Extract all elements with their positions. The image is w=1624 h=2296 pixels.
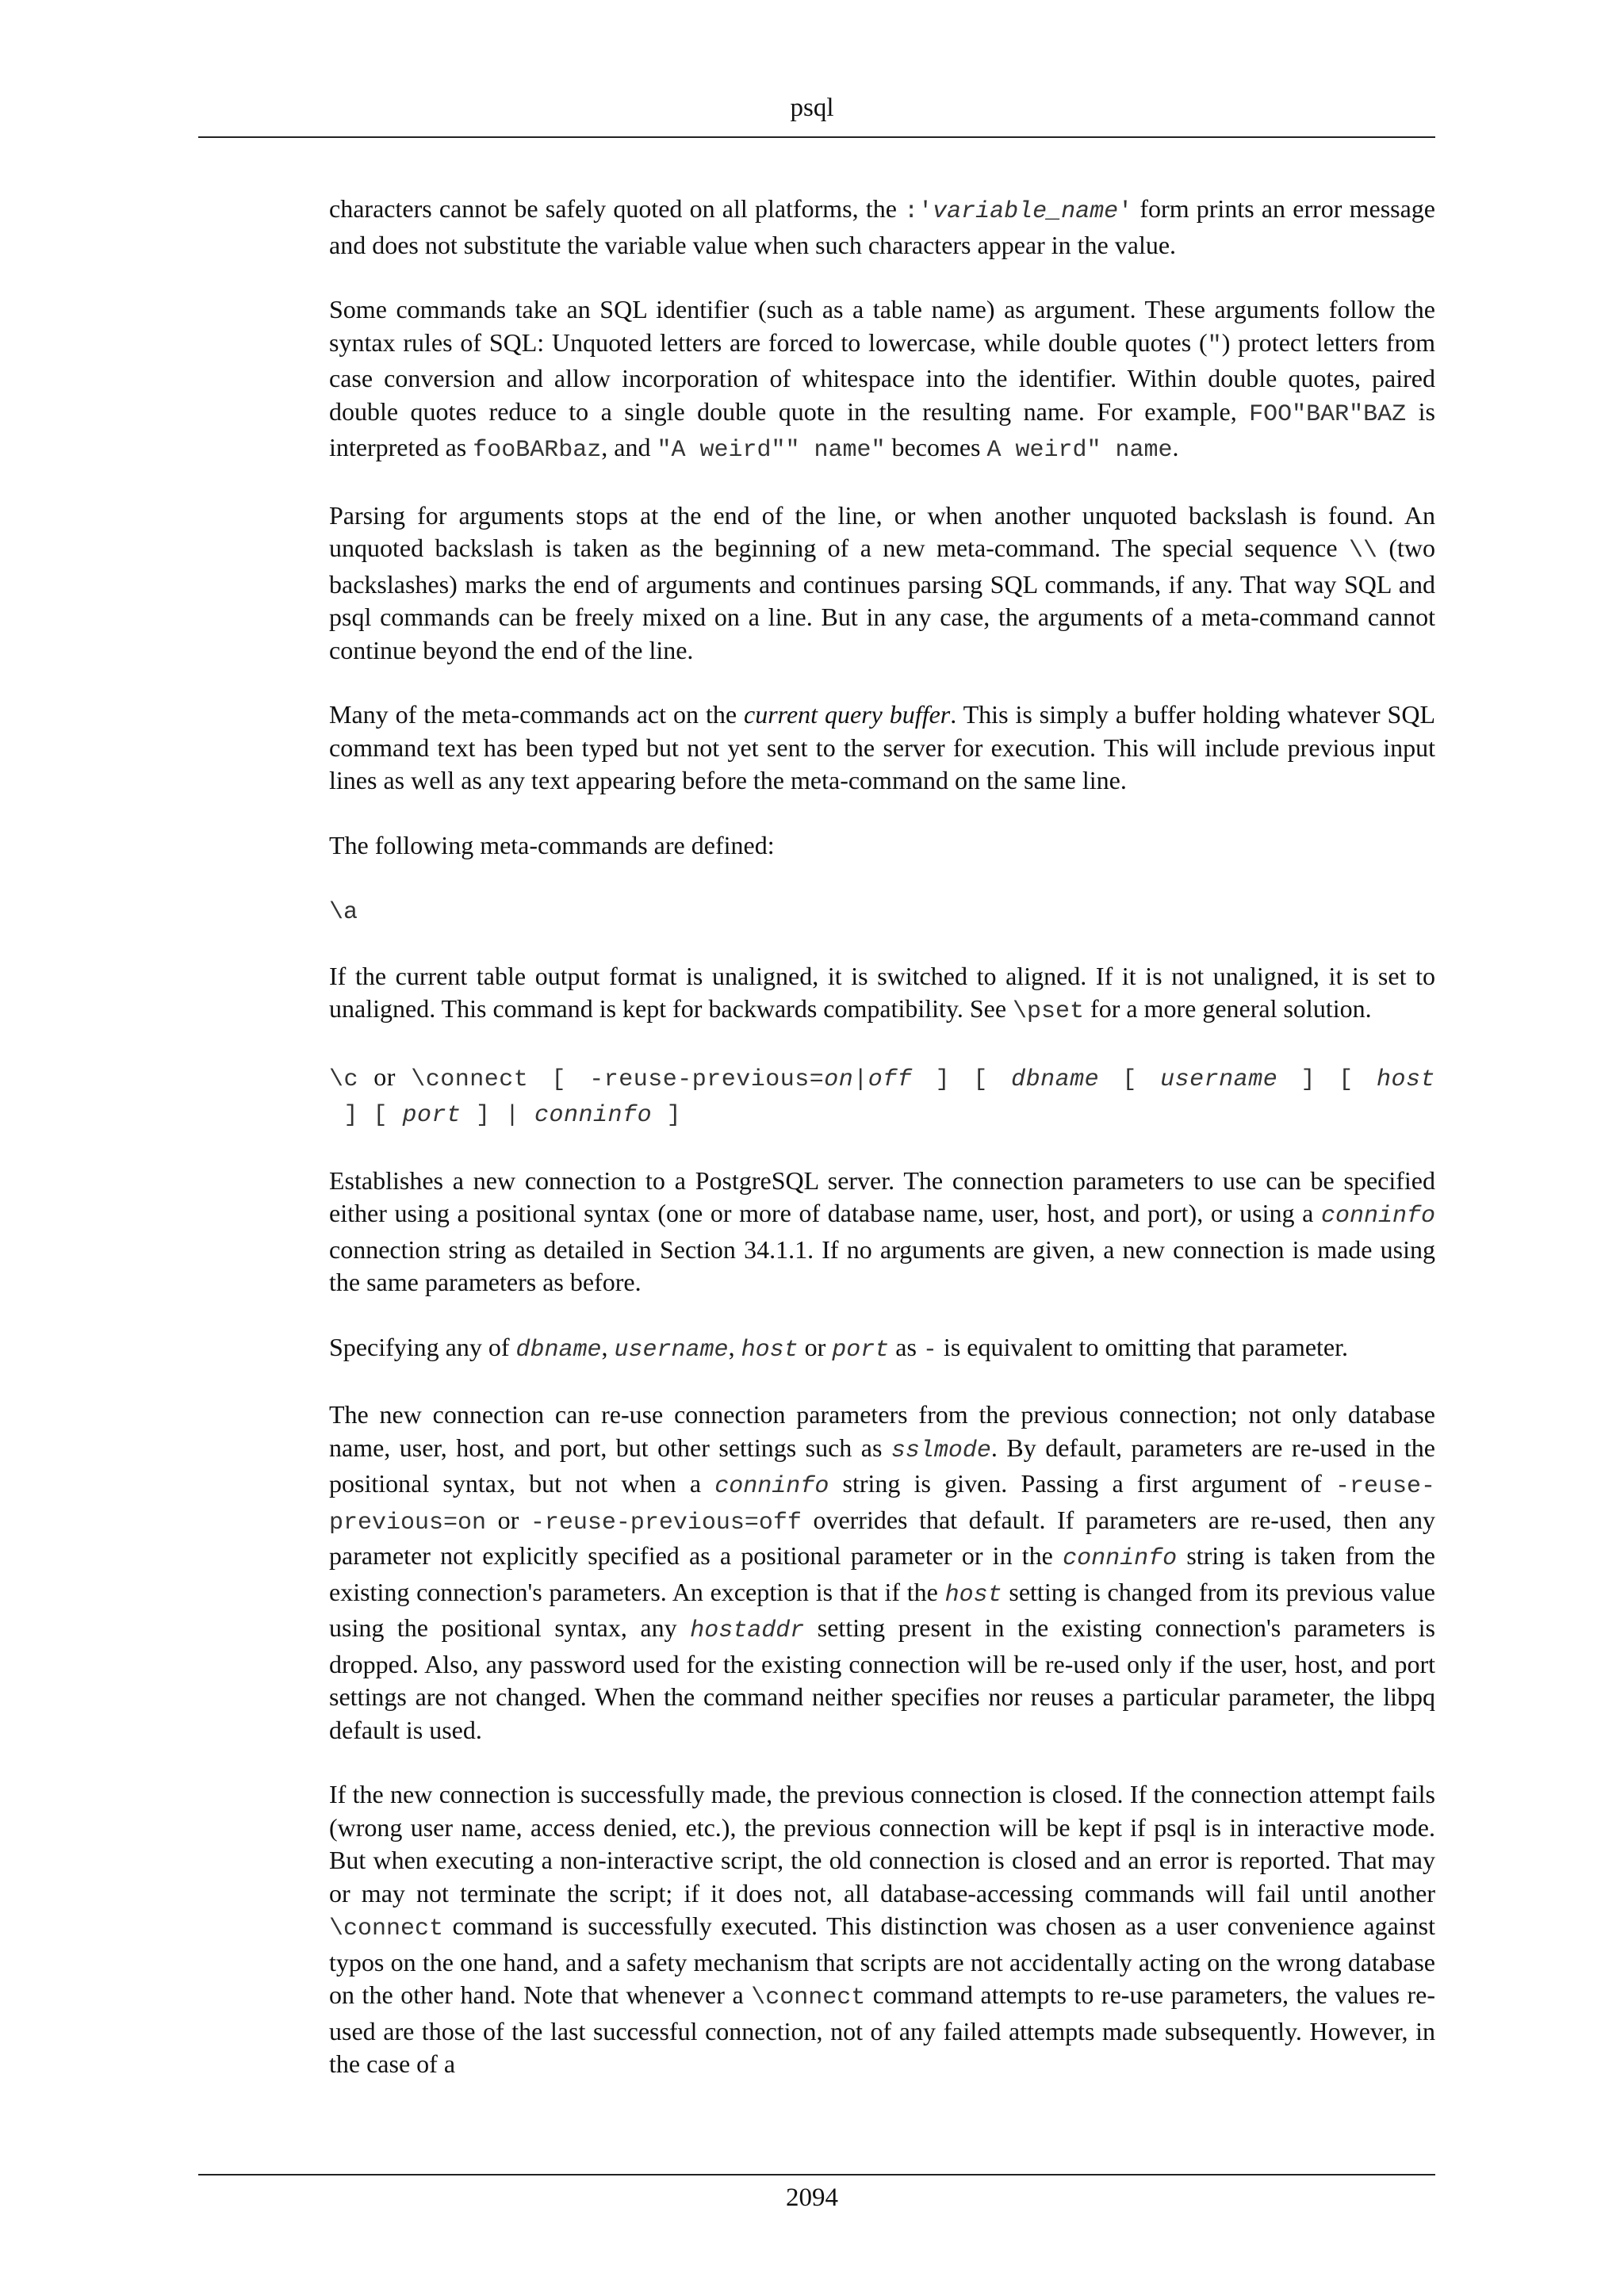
definition-connect-2: Specifying any of dbname, username, host or port as - is equivalent to omitting that parameter. <box>329 1332 1349 1364</box>
header-rule <box>198 136 1435 138</box>
footer-rule <box>198 2174 1435 2175</box>
term-a: \a <box>329 899 358 926</box>
page-content <box>329 193 1435 2113</box>
paragraph-parsing: Parsing for arguments stops at the end of the line, or when another unquoted backslash is found. An unquoted backslash is taken as the beginning of a new meta-command. The special sequence \\ (two backslashes) marks the end of arguments and continues parsing SQL commands, if any. That way SQL and psql commands can be freely mixed on a line. But in any case, the arguments of a meta-command cannot continue beyond the end of the line. <box>329 500 1436 664</box>
emphasis: current query buffer <box>744 700 951 729</box>
paragraph-query-buffer: Many of the meta-commands act on the current query buffer. This is simply a buffer holding whatever SQL command text has been typed but not yet sent to the server for execution. This will include previous input lines as well as any text appearing before the meta-command on the same line. <box>329 700 1436 794</box>
definition-connect-3: The new connection can re-use connection parameters from the previous connection; not only database name, user, host, and port, but other settings such as sslmode. By default, parameters are re-used in the positional syntax, but not when a conninfo string is given. Passing a first argument of -reuse-previous=on or -reuse-previous=off overrides that default. If parameters are re-used, then any parameter not explicitly specified as a positional parameter or in the conninfo string is taken from the existing connection's parameters. An exception is that if the host setting is changed from its previous value using the positional syntax, any hostaddr setting present in the existing connection's parameters is dropped. Also, any password used for the existing connection will be re-used only if the user, host, and port settings are not changed. When the command neither specifies nor reuses a particular parameter, the libpq default is used. <box>329 1400 1436 1744</box>
inline-var: variable_name <box>933 198 1119 225</box>
definition-connect-1: Establishes a new connection to a PostgreSQL server. The connection parameters to use can be specified either using a positional syntax (one or more of database name, user, host, and port), or using a conninfo connection string as detailed in Section 34.1.1. If no arguments are given, a new connection is made using the same parameters as before. <box>329 1165 1435 1296</box>
inline-code: :' <box>904 198 933 225</box>
term-connect-synopsis: \c or \connect [ -reuse-previous=on|off ] [ dbname [ username ] [ host ] [ port ] | conninfo ] <box>329 1062 1436 1129</box>
definition-connect-4: If the new connection is successfully made, the previous connection is closed. If the connection attempt fails (wrong user name, access denied, etc.), the previous connection will be kept if psql is in interactive mode. But when executing a non-interactive script, the old connection is closed and an error is reported. That may or may not terminate the script; if it does not, all database-accessing commands will fail until another \connect command is successfully executed. This distinction was chosen as a user convenience against typos on the one hand, and a safety mechanism that scripts are not accidentally acting on the wrong database on the other hand. Note that whenever a \connect command attempts to re-use parameters, the values re-used are those of the last successful connection, not of any failed attempts made subsequently. However, in the case of a <box>329 1780 1436 2078</box>
definition-a: If the current table output format is unaligned, it is switched to aligned. If it is not unaligned, it is set to unaligned. This command is kept for backwards compatibility. See \pset for a more general solution. <box>329 961 1435 1025</box>
paragraph-intro: The following meta-commands are defined: <box>329 830 775 859</box>
inline-code: ' <box>1118 198 1133 225</box>
paragraph-identifiers: Some commands take an SQL identifier (such as a table name) as argument. These arguments follow the syntax rules of SQL: Unquoted letters are forced to lowercase, while double quotes (") protect letters from case conversion and allow incorporation of whitespace into the identifier. Within double quotes, paired double quotes reduce to a single double quote in the resulting name. For example, FOO"BAR"BAZ is interpreted as fooBARbaz, and "A weird"" name" becomes A weird" name. <box>329 295 1436 464</box>
running-header: psql <box>790 94 834 122</box>
page-number: 2094 <box>786 2183 838 2212</box>
paragraph-quoting: characters cannot be safely quoted on all platforms, the :'variable_name' form prints an error message and does not substitute the variable value when such characters appear in the value. <box>329 194 1436 259</box>
